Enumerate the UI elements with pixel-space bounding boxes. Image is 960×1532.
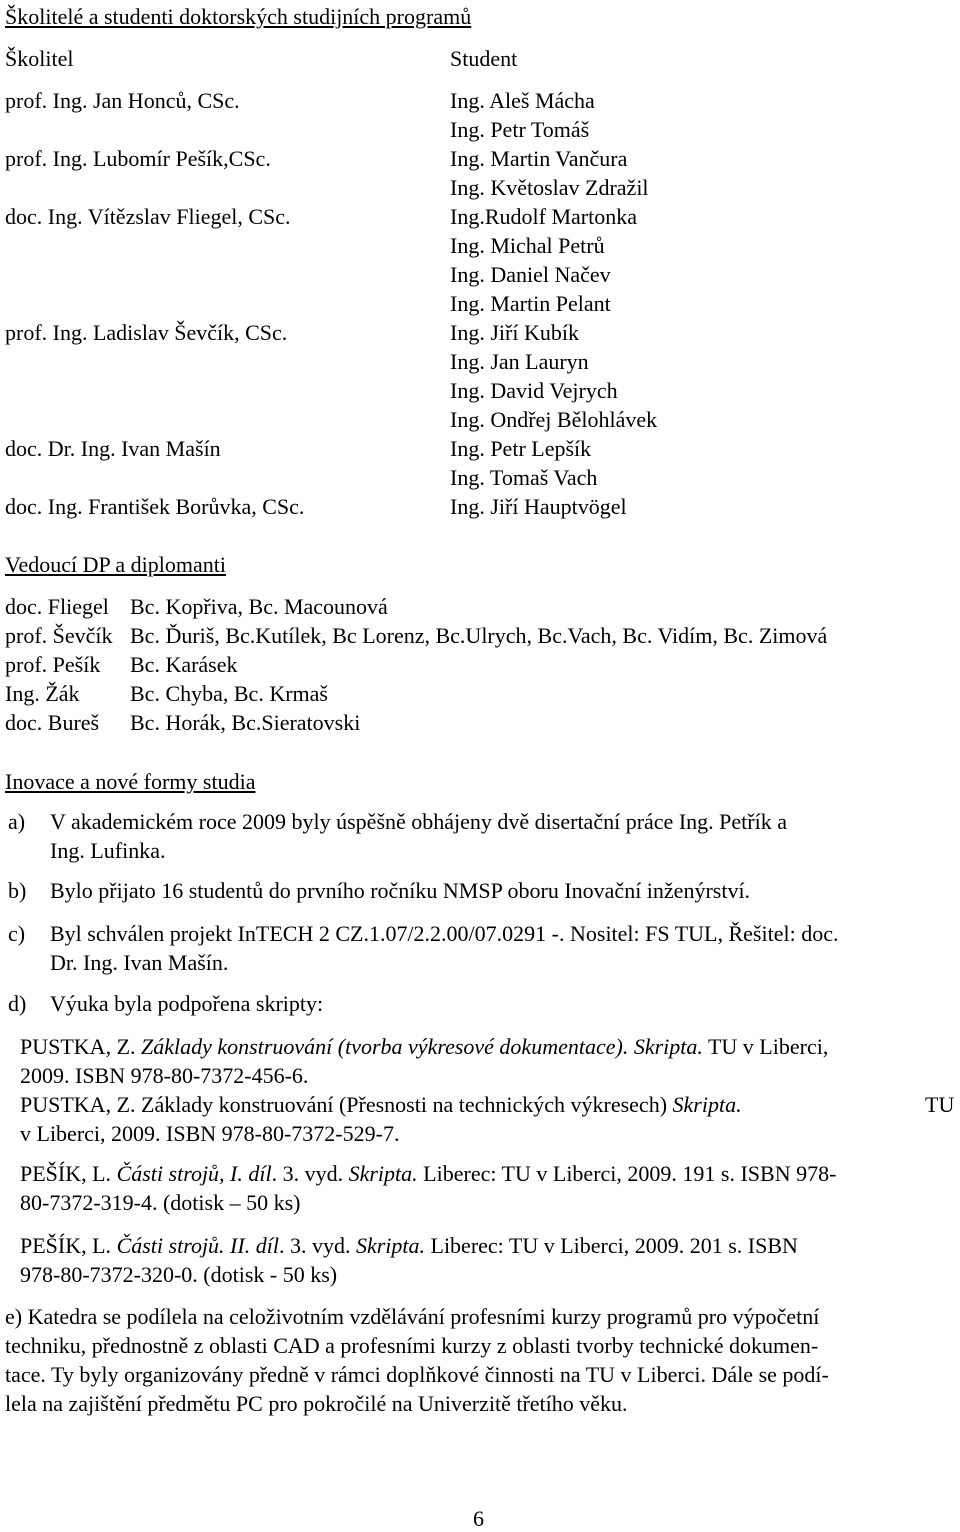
thesis-students: Bc. Karásek [130, 652, 238, 677]
list-label-c: c) [8, 921, 26, 946]
item-d-text: Výuka byla podpořena skripty: [50, 991, 324, 1016]
supervisor-name: doc. Ing. František Borůvka, CSc. [5, 494, 305, 519]
student-name: Ing.Rudolf Martonka [450, 204, 637, 229]
thesis-leader: doc. Fliegel [5, 594, 109, 619]
student-name: Ing. Tomaš Vach [450, 465, 598, 490]
thesis-students: Bc. Ďuriš, Bc.Kutílek, Bc Lorenz, Bc.Ulrych, Bc.Vach, Bc. Vidím, Bc. Zimová [130, 623, 828, 648]
student-name: Ing. Daniel Načev [450, 262, 611, 287]
reference-author: PUSTKA, Z. [20, 1034, 142, 1059]
reference-skripta: Skripta. [348, 1161, 418, 1186]
reference-skripta: Skripta. [355, 1233, 425, 1258]
reference-title: Základy konstruování (tvorba výkresové dokumentace). Skripta. [141, 1034, 703, 1059]
student-name: Ing. David Vejrych [450, 378, 618, 403]
item-e-line: lela na zajištění předmětu PC pro pokročilé na Univerzitě třetího věku. [5, 1391, 628, 1416]
list-label-b: b) [8, 878, 27, 903]
column-header-supervisor: Školitel [5, 46, 74, 71]
list-label-d: d) [8, 991, 27, 1016]
supervisor-name: doc. Dr. Ing. Ivan Mašín [5, 436, 221, 461]
thesis-students: Bc. Chyba, Bc. Krmaš [130, 681, 328, 706]
student-name: Ing. Jiří Kubík [450, 320, 579, 345]
item-b-text: Bylo přijato 16 studentů do prvního ročníku NMSP oboru Inovační inženýrství. [50, 878, 751, 903]
student-name: Ing. Ondřej Bělohlávek [450, 407, 658, 432]
section-heading-innovation: Inovace a nové formy studia [5, 769, 256, 794]
thesis-leader: prof. Ševčík [5, 623, 113, 648]
reference-1-line1 [20, 1034, 828, 1060]
reference-publisher: Liberec: TU v Liberci, 2009. 201 s. ISBN [425, 1233, 798, 1258]
item-e-line: tace. Ty byly organizovány předně v rámci doplňkové činnosti na TU v Liberci. Dále se podí- [5, 1362, 829, 1387]
student-name: Ing. Michal Petrů [450, 233, 605, 258]
reference-title: Části strojů, I. díl [116, 1161, 272, 1186]
reference-edition: . 3. vyd. [271, 1161, 349, 1186]
item-a-line1 [50, 809, 955, 835]
thesis-leader: doc. Bureš [5, 710, 100, 735]
student-name: Ing. Jiří Hauptvögel [450, 494, 627, 519]
item-a-line2: Ing. Lufinka. [50, 838, 166, 863]
supervisor-name: prof. Ing. Lubomír Pešík,CSc. [5, 146, 271, 171]
item-a-text: V akademickém roce 2009 byly úspěšně obhájeny dvě disertační práce Ing. Petřík a [50, 809, 787, 834]
student-name: Ing. Aleš Mácha [450, 88, 595, 113]
reference-3-line1 [20, 1161, 836, 1187]
reference-skripta: Skripta. [672, 1092, 742, 1117]
reference-1-line2: 2009. ISBN 978-80-7372-456-6. [20, 1063, 309, 1088]
student-name: Ing. Jan Lauryn [450, 349, 589, 374]
reference-2-line1 [20, 1092, 742, 1118]
reference-author: PEŠÍK, L. [20, 1161, 117, 1186]
reference-2-line2: v Liberci, 2009. ISBN 978-80-7372-529-7. [20, 1121, 400, 1146]
section-heading-thesis-leaders: Vedoucí DP a diplomanti [5, 552, 226, 577]
supervisor-name: prof. Ing. Jan Honců, CSc. [5, 88, 240, 113]
thesis-students: Bc. Kopřiva, Bc. Macounová [130, 594, 388, 619]
reference-3-line2: 80-7372-319-4. (dotisk – 50 ks) [20, 1190, 301, 1215]
supervisor-name: prof. Ing. Ladislav Ševčík, CSc. [5, 320, 288, 345]
student-name: Ing. Martin Vančura [450, 146, 628, 171]
thesis-leader: prof. Pešík [5, 652, 101, 677]
reference-title: Části strojů. II. díl [116, 1233, 279, 1258]
section-heading-supervisors: Školitelé a studenti doktorských studijních programů [5, 4, 472, 29]
column-header-student: Student [450, 46, 518, 71]
reference-publisher: Liberec: TU v Liberci, 2009. 191 s. ISBN 978- [417, 1161, 837, 1186]
item-c-line1: Byl schválen projekt InTECH 2 CZ.1.07/2.2.00/07.0291 -. Nositel: FS TUL, Řešitel: doc. [50, 921, 839, 946]
reference-edition: . 3. vyd. [278, 1233, 356, 1258]
list-label-a: a) [8, 809, 26, 834]
reference-4-line1 [20, 1233, 798, 1259]
student-name: Ing. Petr Tomáš [450, 117, 590, 142]
reference-author: PUSTKA, Z. Základy konstruování (Přesnosti na technických výkresech) [20, 1092, 673, 1117]
supervisor-name: doc. Ing. Vítězslav Fliegel, CSc. [5, 204, 291, 229]
student-name: Ing. Květoslav Zdražil [450, 175, 649, 200]
reference-author: PEŠÍK, L. [20, 1233, 117, 1258]
thesis-leader: Ing. Žák [5, 681, 80, 706]
thesis-students: Bc. Horák, Bc.Sieratovski [130, 710, 361, 735]
item-e-line: e) Katedra se podílela na celoživotním vzdělávání profesními kurzy programů pro výpočetní [5, 1304, 820, 1329]
reference-2-tu: TU [925, 1092, 955, 1117]
page-number: 6 [473, 1506, 484, 1531]
student-name: Ing. Petr Lepšík [450, 436, 592, 461]
reference-4-line2: 978-80-7372-320-0. (dotisk - 50 ks) [20, 1262, 338, 1287]
student-name: Ing. Martin Pelant [450, 291, 611, 316]
item-c-line2: Dr. Ing. Ivan Mašín. [50, 950, 229, 975]
reference-publisher: TU v Liberci, [702, 1034, 829, 1059]
item-e-line: techniku, přednostně z oblasti CAD a profesními kurzy z oblasti tvorby technické dokumen- [5, 1333, 819, 1358]
